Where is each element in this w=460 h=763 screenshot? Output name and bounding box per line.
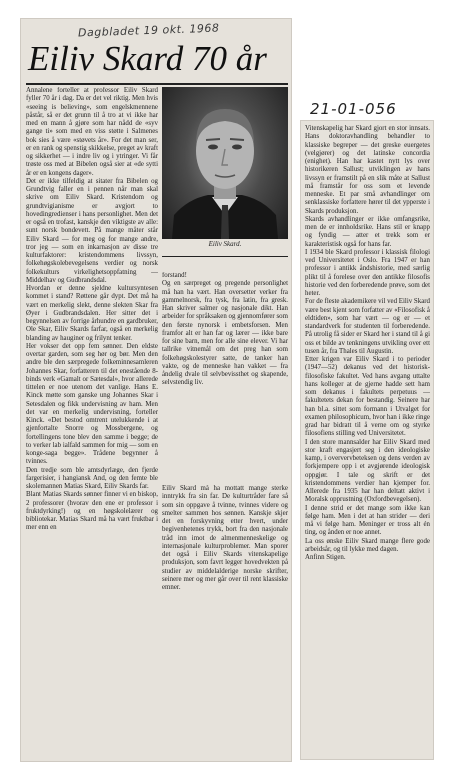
- article-column-2-bottom: Eiliv Skard må ha mottatt mange sterke inntrykk fra sin far. De kulturtråder fare så som sin oppgave å tvinne, tvinnes videre og smelter sammen hos sønnen. Kanskje skjer det en forskyvning etter hvert, under begivenhetenes trykk, bort fra den nasjonale tråd inn imot de almenmenneskelige og internasjonale kulturproblemer. Man sporer det også i Eiliv Skards vitenskapelige produksjon, som favrt legger hovedvekten på studier av middelalderige norske skrifter, seinere mer og mer går over til rent klassiske emner.: [162, 485, 288, 591]
- article-column-3: Vitenskapelig har Skard gjort en stor innsats. Hans doktoravhandling behandler to klassiske begreper — det greske euergetes (velgjører) og det latinske concordia (enighet). Han har kastet nytt lys over historikeren Sallust; utviklingen av hans livssyn er framstilt på en slik måte at Sallust må framstår for oss som et levende menneske. Et par små avhandlinger om senklassiske forfattere hører til det ypperste i Skards produksjon. Skards avhandlinger er ikke omfangsrike, men de er innholdsrike. Hans stil er knapp og fyndig — atter et trekk som er karakteristisk også for hans far. I 1934 ble Skard professor i klassisk filologi ved Universitetet i Oslo. Fra 1947 er han professor i antikk åndshistorie, med særlig plikt til å forelese over den antikke filosofis historie ved den forberedende prøve, som det heter. For de fleste akademikere vil ved Eiliv Skard være best kjent som forfatter av «Filosofisk å eldtiden», som har vært — og er — et standardverk for studenten til forberedende. På utrolig få sider er Skard her i stand til å gi oss et bilde av tenkningens utvikling over ett tusen år, fra Thales til Augustin. Etter krigen var Eiliv Skard i to perioder (1947—52) dekanus ved det historisk-filosofiske fakultet. Ved hans avgang uttalte hans kolleger at de gjerne hadde sett ham som dekanus i fakultets perpetuus — fakultetets dekan for bestandig. Seinere har han bl.a. sittet som formann i Utvalget for examen philosophicum, hvor han i ikke ringe grad har bidratt til å verne om og styrke filosofiens stilling ved Universitetet. I den store mannsalder har Eiliv Skard med stor kraft engasjert seg i den ideologiske kamp, i oververvbeteksen og dens verden av forkjempere opp i et avgjørende ideologisk oppgjør. I tale og skrift er det kristendommens verdier han kjemper for. Allerede fra 1935 har han deltatt aktivt i Moralsk opprustning (Oxfordbevegelsen). I denne strid er det mange som ikke kan følge ham. Men i det at han strider — deri må vi følge ham. Meninger er tross alt én ting, og ånden er noe annet. La oss ønske Eiliv Skard mange flere gode arbeidsår, og til lykke med dagen. Anfinn Stigen.: [305, 125, 430, 561]
- handwritten-note: Dagbladet 19 okt. 1968: [77, 21, 220, 40]
- portrait-photo: [162, 87, 288, 239]
- headline: Eiliv Skard 70 år: [28, 39, 267, 78]
- portrait-image: [162, 87, 288, 239]
- headline-rule: [26, 83, 288, 85]
- photo-caption: Eiliv Skard.: [208, 240, 242, 248]
- article-column-2-top: forstand! Og en særpreget og pregende personlighet må han ha vært. Han oversetter verker fra gammelnorsk, fra tysk, fra latin, fra gresk. Han skriver salmer og nasjonale dikt. Han arbeider for språksaken og gjennomfører som den første nynorsk i embetsforsen. Men framfor alt er han far og lærer — ikke bare for sine barn, men for alle sine elever. Vi har tallrike vitnemål om det preg han som folkehøgskolestyrer satte, de tanker han vakte, og de menneske han vakket — fra åndelig dvale til selvbevissthet og skapende, selvstendig liv.: [162, 272, 288, 387]
- article-column-1: Annalene forteller at professor Eiliv Skard fyller 70 år i dag. Da er det vel riktig. Men hvis «seeing is believing», som engelskmennene påstår, så er det grunn til å tro at vi ikke har med en mann å gjøre som har nådd de «syv gange ti» som med en viss støtte i Salmenes bok sies å være «støvets år». For det man ser, er en rank og spenstig skikkelse, preget av kraft og sikkerhet — i indre liv og i ytringer. Vi får trøste oss med at Bibelen også sier at «de sytti år er en kongens dager». Det er ikke tilfeldig at sitater fra Bibelen og Grundtvig faller en i pennen når man skal skrive om Eiliv Skard. Kristendom og grundtvigianisme er avgjort to hovedingredienser i hans personlighet. Men det er også en trofast, kanskje den viktigste av alle: sunt norsk bondevett. På mange måter står Eiliv Skard — for meg og for mange andre, tror jeg — som en inkarnasjon av disse tre kulturfaktorer: kristendommens livssyn, folkehøgskolebevegelsens verdier og norsk folkekulturs virkelighetsoppfatning — Middelhav og Gudbrandsdal. Hvordan er denne sjeldne kultursyntesen kommet i stand? Røttene går dypt. Det må ha vært en merkelig slekt, denne slekten Skar fra Øyer i Gudbrandsdalen. Her sitter det i begynnelsen av forrige århundre en gardbruker, Ole Skar, Eiliv Skards farfar, også en merkelig blanding av hauginer og frilynt tenker. Her vokser det opp fem sønner. Den eldste overtar garden, som seg hør og bør. Men den andre ble den særpregede folkeminnesamleren Johannes Skar, forfatteren til det enestående 8-binds verk «Gamalt or Sætesdal», hvor allerede tittelen er noe utenom det vanlige. Hans E. Kinck møtte som ganske ung Johannes Skar i Setesdalen og fikk undervisning av ham. Men det var en merkelig undervisning, forteller Kinck. «Det bestod omtrent utelukkende i at gjenfortalte Snorre og Mossbergene, og fortellingens tone blev den samme i begge; de to verker lab ialfald sammen for mig — som en konge-saga begge». Trådene begynner å tvinnes. Den tredje som ble amtsdyrlæge, den fjerde fargerisier, i hangiansk And, og den femte ble skolemannen Matias Skard, Eiliv Skards far. Blant Matias Skards sønner finner vi en biskop, 2 professorer (hvorav den ene er professor i fruktdyrking!) og en høgskolelærer og bibliotekar. Matias Skard må ha vært fruktbar i mer enn en: [26, 87, 158, 532]
- archive-code: 21-01-056: [310, 100, 397, 118]
- caption-rule: [162, 256, 288, 257]
